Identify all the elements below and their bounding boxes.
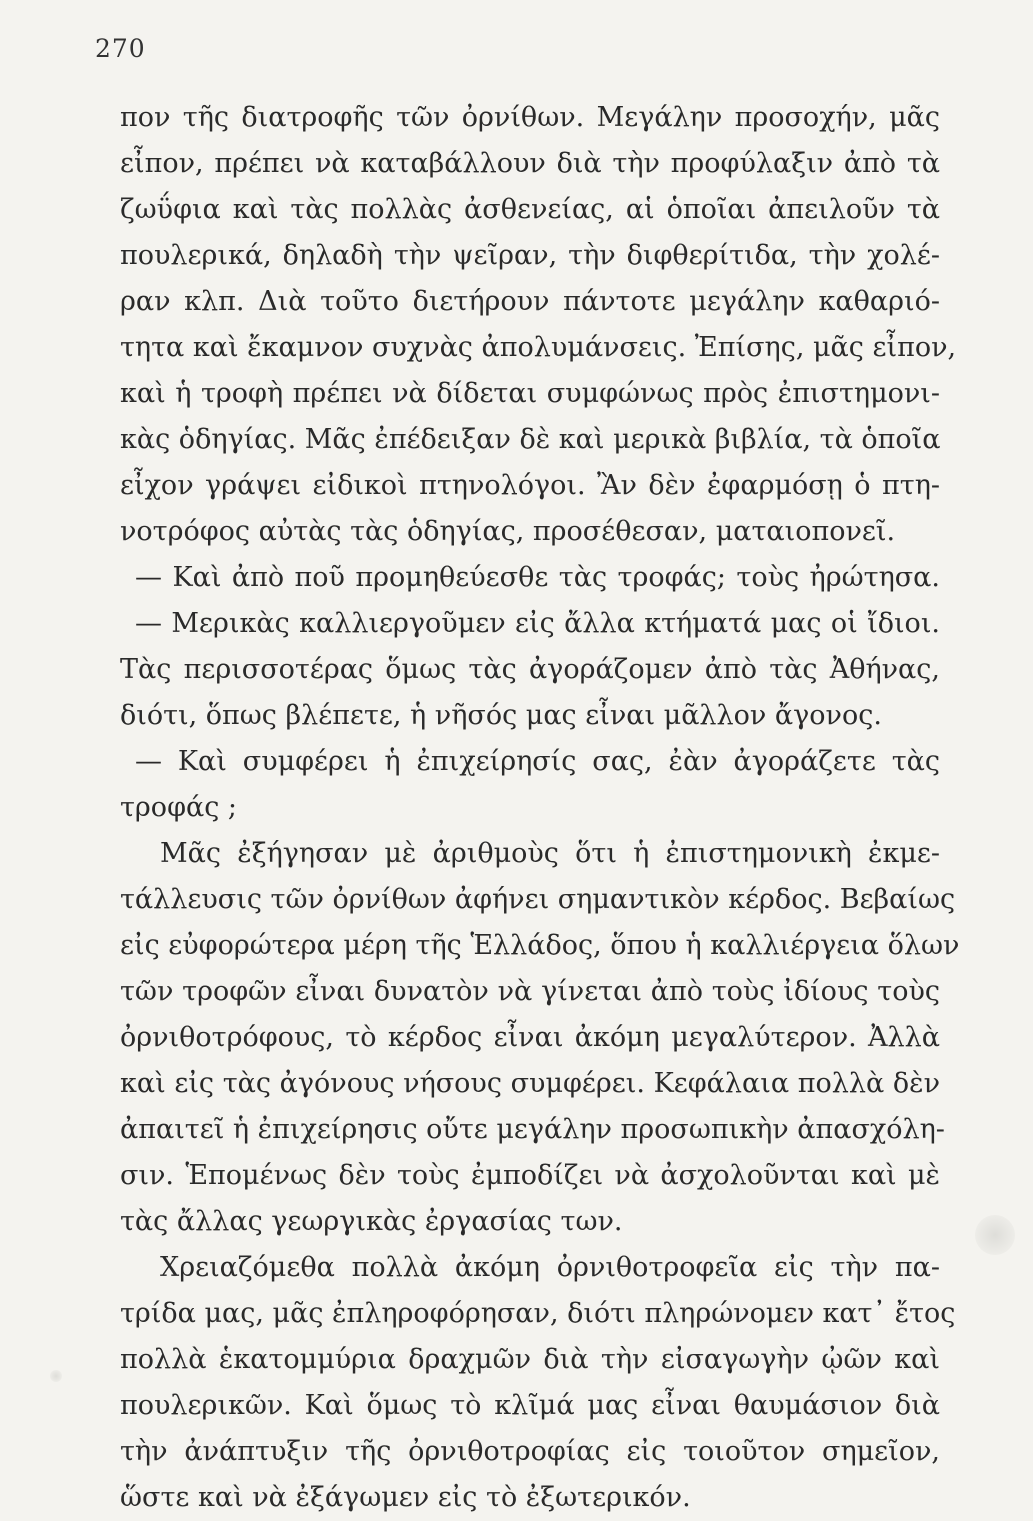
page-number: 270	[95, 34, 146, 63]
text-line: πουλερικῶν. Καὶ ὅμως τὸ κλῖμά μας εἶναι θαυμάσιον διὰ	[120, 1390, 940, 1421]
text-line: ζωΰφια καὶ τὰς πολλὰς ἀσθενείας, αἱ ὁποῖαι ἀπειλοῦν τὰ	[120, 194, 940, 225]
text-line: ἀπαιτεῖ ἡ ἐπιχείρησις οὔτε μεγάλην προσωπικὴν ἀπασχόλη-	[120, 1114, 945, 1145]
text-line: σιν. Ἑπομένως δὲν τοὺς ἐμποδίζει νὰ ἀσχολοῦνται καὶ μὲ	[120, 1160, 940, 1191]
paragraph-start-line: Χρειαζόμεθα πολλὰ ἀκόμη ὀρνιθοτροφεῖα εἰς τὴν πα-	[160, 1252, 940, 1283]
text-line: καὶ εἰς τὰς ἀγόνους νήσους συμφέρει. Κεφάλαια πολλὰ δὲν	[120, 1068, 940, 1099]
text-line: τητα καὶ ἔκαμνον συχνὰς ἀπολυμάνσεις. Ἐπίσης, μᾶς εἶπον,	[120, 332, 957, 363]
paper-speck	[50, 1370, 62, 1382]
text-line: κὰς ὁδηγίας. Μᾶς ἐπέδειξαν δὲ καὶ μερικὰ βιβλία, τὰ ὁποῖα	[120, 424, 941, 455]
text-line: πολλὰ ἑκατομμύρια δραχμῶν διὰ τὴν εἰσαγωγὴν ᾠῶν καὶ	[120, 1344, 940, 1375]
text-line: τὰς ἄλλας γεωργικὰς ἐργασίας των.	[120, 1206, 623, 1237]
text-line: εἰς εὐφορώτερα μέρη τῆς Ἑλλάδος, ὅπου ἡ καλλιέργεια ὅλων	[120, 930, 960, 961]
body-text	[120, 95, 960, 1521]
text-line: ὀρνιθοτρόφους, τὸ κέρδος εἶναι ἀκόμη μεγαλύτερον. Ἀλλὰ	[120, 1022, 940, 1053]
text-line: διότι, ὅπως βλέπετε, ἡ νῆσός μας εἶναι μᾶλλον ἄγονος.	[120, 700, 882, 731]
paragraph-start-line: Μᾶς ἐξήγησαν μὲ ἀριθμοὺς ὅτι ἡ ἐπιστημονικὴ ἐκμε-	[160, 838, 940, 869]
text-line: ραν κλπ. Διὰ τοῦτο διετήρουν πάντοτε μεγάλην καθαριό-	[120, 286, 940, 317]
text-line: πον τῆς διατροφῆς τῶν ὀρνίθων. Μεγάλην προσοχήν, μᾶς	[120, 102, 940, 133]
text-line: τροφάς ;	[120, 792, 238, 823]
dialogue-line: — Καὶ συμφέρει ἡ ἐπιχείρησίς σας, ἐὰν ἀγοράζετε τὰς	[135, 746, 940, 777]
text-line: εἶπον, πρέπει νὰ καταβάλλουν διὰ τὴν προφύλαξιν ἀπὸ τὰ	[120, 148, 940, 179]
text-line: πουλερικά, δηλαδὴ τὴν ψεῖραν, τὴν διφθερίτιδα, τὴν χολέ-	[120, 240, 940, 271]
dialogue-line: — Καὶ ἀπὸ ποῦ προμηθεύεσθε τὰς τροφάς; τοὺς ἠρώτησα.	[135, 562, 940, 593]
text-line: νοτρόφος αὐτὰς τὰς ὁδηγίας, προσέθεσαν, ματαιοπονεῖ.	[120, 516, 896, 547]
text-line: τῶν τροφῶν εἶναι δυνατὸν νὰ γίνεται ἀπὸ τοὺς ἰδίους τοὺς	[120, 976, 940, 1007]
text-line: τρίδα μας, μᾶς ἐπληροφόρησαν, διότι πληρώνομεν κατ᾽ ἔτος	[120, 1298, 956, 1329]
paper-smudge	[975, 1215, 1015, 1255]
text-line: Τὰς περισσοτέρας ὅμως τὰς ἀγοράζομεν ἀπὸ τὰς Ἀθήνας,	[120, 654, 940, 685]
dialogue-line: — Μερικὰς καλλιεργοῦμεν εἰς ἄλλα κτήματά μας οἱ ἴδιοι.	[135, 608, 940, 639]
text-line: ὥστε καὶ νὰ ἐξάγωμεν εἰς τὸ ἐξωτερικόν.	[120, 1482, 691, 1513]
text-line: τὴν ἀνάπτυξιν τῆς ὀρνιθοτροφίας εἰς τοιοῦτον σημεῖον,	[120, 1436, 940, 1467]
text-line: εἶχον γράψει εἰδικοὶ πτηνολόγοι. Ἂν δὲν ἐφαρμόσῃ ὁ πτη-	[120, 470, 940, 501]
text-line: τάλλευσις τῶν ὀρνίθων ἀφήνει σημαντικὸν κέρδος. Βεβαίως	[120, 884, 956, 915]
text-line: καὶ ἡ τροφὴ πρέπει νὰ δίδεται συμφώνως πρὸς ἐπιστημονι-	[120, 378, 940, 409]
